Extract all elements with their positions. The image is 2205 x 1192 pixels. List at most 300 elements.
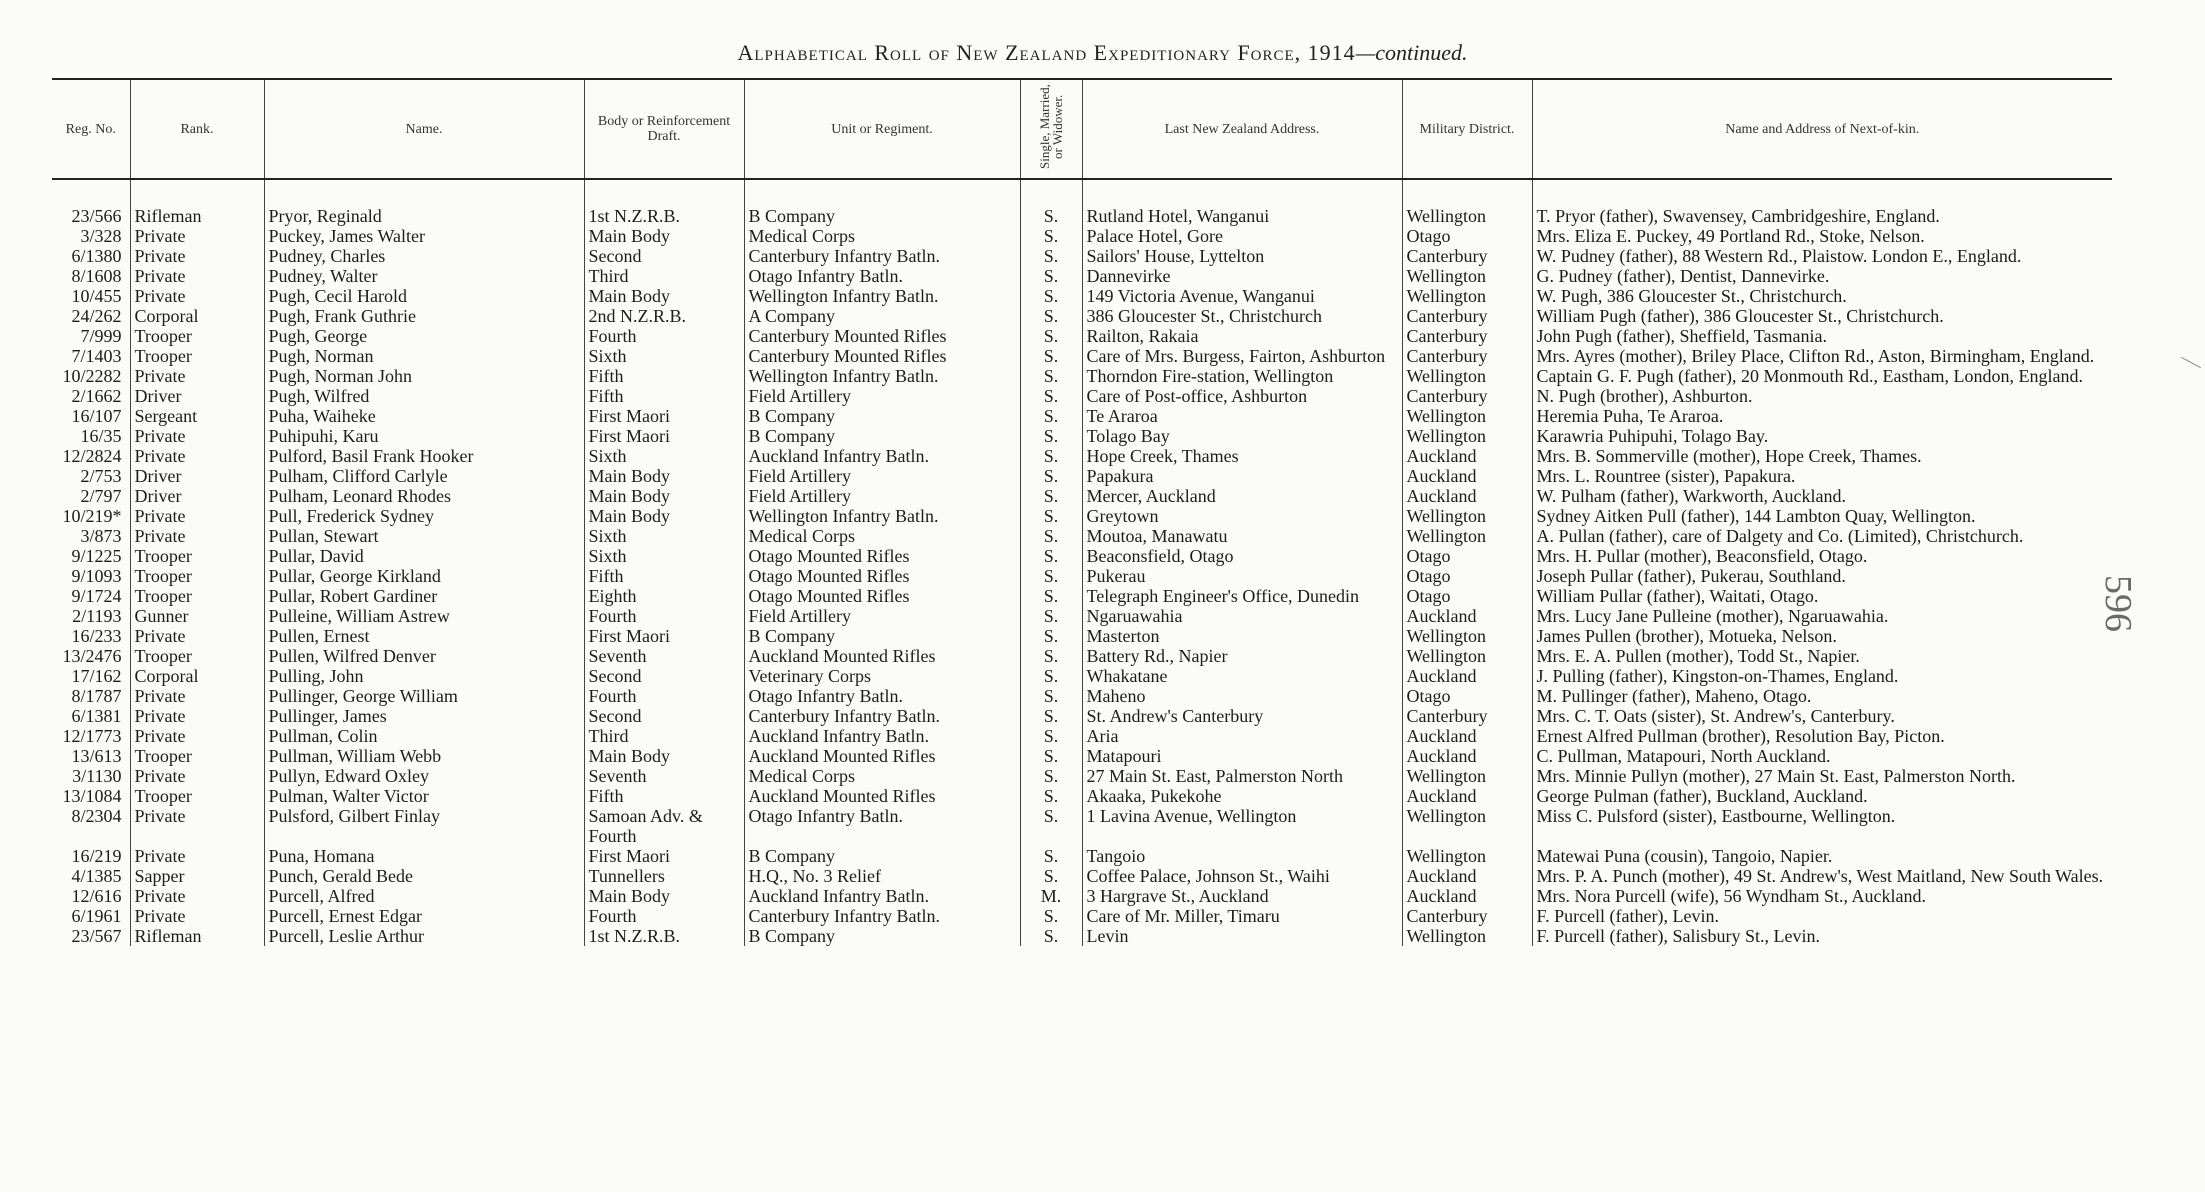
address-text: Ngaruawahia	[1086, 606, 1183, 626]
cell-name	[264, 786, 584, 806]
name-text: Puna, Homana	[268, 846, 375, 866]
reg-number-text: 10/219*	[62, 506, 122, 526]
reg-number-text: 10/455	[71, 286, 122, 306]
cell-unit	[744, 326, 1020, 346]
name-text: Pulleine, William Astrew	[268, 606, 450, 626]
body-draft-text: First Maori	[588, 406, 671, 426]
unit-text: Veterinary Corps	[748, 666, 871, 686]
cell-address	[1082, 546, 1402, 566]
unit-text: Auckland Mounted Rifles	[748, 786, 936, 806]
cell-military-district	[1402, 366, 1532, 386]
table-row	[52, 206, 2112, 226]
marital-status-text: S.	[1043, 486, 1059, 506]
cell-address	[1082, 706, 1402, 726]
cell-reg-number	[52, 466, 130, 486]
military-district-text: Auckland	[1406, 886, 1477, 906]
body-draft-text: Samoan Adv. & Fourth	[588, 806, 703, 846]
cell-rank	[130, 646, 264, 666]
cell-unit	[744, 206, 1020, 226]
military-district-text: Auckland	[1406, 746, 1477, 766]
cell-next-of-kin	[1532, 706, 2112, 726]
cell-name	[264, 346, 584, 366]
cell-unit	[744, 726, 1020, 746]
cell-marital-status	[1020, 286, 1082, 306]
cell-name	[264, 326, 584, 346]
body-draft-text: Main Body	[588, 226, 671, 246]
marital-status-text: S.	[1043, 806, 1059, 826]
cell-body-draft	[584, 446, 744, 466]
cell-body-draft	[584, 686, 744, 706]
table-row	[52, 426, 2112, 446]
marital-status-text: S.	[1043, 606, 1059, 626]
name-text: Pugh, Frank Guthrie	[268, 306, 416, 326]
cell-body-draft	[584, 706, 744, 726]
next-of-kin-text: Mrs. C. T. Oats (sister), St. Andrew's, Canterbury.	[1536, 706, 1895, 726]
cell-name	[264, 466, 584, 486]
marital-status-text: S.	[1043, 286, 1059, 306]
cell-body-draft	[584, 926, 744, 946]
cell-next-of-kin	[1532, 886, 2112, 906]
reg-number-text: 10/2282	[62, 366, 122, 386]
reg-number-text: 16/219	[71, 846, 122, 866]
marital-status-text: S.	[1043, 666, 1059, 686]
next-of-kin-text: J. Pulling (father), Kingston-on-Thames, England.	[1536, 666, 1899, 686]
cell-name	[264, 726, 584, 746]
next-of-kin-text: W. Pulham (father), Warkworth, Auckland.	[1536, 486, 1846, 506]
rank-text: Private	[134, 686, 186, 706]
cell-rank	[130, 786, 264, 806]
rank-text: Private	[134, 246, 186, 266]
unit-text: Medical Corps	[748, 226, 855, 246]
cell-body-draft	[584, 746, 744, 766]
name-text: Pullyn, Edward Oxley	[268, 766, 429, 786]
name-text: Pulham, Clifford Carlyle	[268, 466, 448, 486]
cell-unit	[744, 866, 1020, 886]
marital-status-text: S.	[1043, 326, 1059, 346]
marital-status-text: S.	[1043, 386, 1059, 406]
next-of-kin-text: G. Pudney (father), Dentist, Dannevirke.	[1536, 266, 1830, 286]
unit-text: A Company	[748, 306, 836, 326]
rank-text: Rifleman	[134, 926, 202, 946]
cell-next-of-kin	[1532, 486, 2112, 506]
address-text: Telegraph Engineer's Office, Dunedin	[1086, 586, 1360, 606]
cell-address	[1082, 746, 1402, 766]
address-text: Care of Mrs. Burgess, Fairton, Ashburton	[1086, 346, 1386, 366]
body-draft-text: Main Body	[588, 746, 671, 766]
unit-text: Medical Corps	[748, 526, 855, 546]
scan-mark	[2181, 357, 2201, 368]
next-of-kin-text: M. Pullinger (father), Maheno, Otago.	[1536, 686, 1812, 706]
body-draft-text: Fourth	[588, 906, 637, 926]
address-text: Maheno	[1086, 686, 1146, 706]
cell-unit	[744, 526, 1020, 546]
name-text: Pullen, Wilfred Denver	[268, 646, 436, 666]
cell-address	[1082, 726, 1402, 746]
cell-reg-number	[52, 926, 130, 946]
cell-military-district	[1402, 266, 1532, 286]
cell-marital-status	[1020, 546, 1082, 566]
cell-address	[1082, 646, 1402, 666]
cell-reg-number	[52, 406, 130, 426]
cell-unit	[744, 546, 1020, 566]
next-of-kin-text: Captain G. F. Pugh (father), 20 Monmouth Rd., Eastham, London, England.	[1536, 366, 2083, 386]
marital-status-text: S.	[1043, 426, 1059, 446]
cell-name	[264, 746, 584, 766]
body-draft-text: First Maori	[588, 626, 671, 646]
address-text: 3 Hargrave St., Auckland	[1086, 886, 1269, 906]
cell-military-district	[1402, 846, 1532, 866]
table-row	[52, 626, 2112, 646]
cell-marital-status	[1020, 426, 1082, 446]
cell-marital-status	[1020, 686, 1082, 706]
rank-text: Private	[134, 286, 186, 306]
rank-text: Private	[134, 906, 186, 926]
address-text: Greytown	[1086, 506, 1159, 526]
name-text: Pulling, John	[268, 666, 364, 686]
body-draft-text: Sixth	[588, 526, 627, 546]
cell-marital-status	[1020, 586, 1082, 606]
unit-text: B Company	[748, 206, 836, 226]
table-row	[52, 486, 2112, 506]
table-row	[52, 306, 2112, 326]
unit-text: B Company	[748, 426, 836, 446]
unit-text: Medical Corps	[748, 766, 855, 786]
header-name: Name.	[264, 79, 584, 179]
address-text: Care of Post-office, Ashburton	[1086, 386, 1308, 406]
body-draft-text: 1st N.Z.R.B.	[588, 926, 681, 946]
table-row	[52, 666, 2112, 686]
rank-text: Private	[134, 886, 186, 906]
cell-name	[264, 886, 584, 906]
cell-marital-status	[1020, 906, 1082, 926]
body-draft-text: Second	[588, 706, 642, 726]
cell-military-district	[1402, 686, 1532, 706]
cell-next-of-kin	[1532, 606, 2112, 626]
cell-address	[1082, 486, 1402, 506]
cell-body-draft	[584, 266, 744, 286]
table-row	[52, 286, 2112, 306]
cell-next-of-kin	[1532, 666, 2112, 686]
cell-address	[1082, 766, 1402, 786]
marital-status-text: S.	[1043, 266, 1059, 286]
cell-unit	[744, 226, 1020, 246]
cell-reg-number	[52, 686, 130, 706]
cell-military-district	[1402, 586, 1532, 606]
marital-status-text: S.	[1043, 246, 1059, 266]
rank-text: Private	[134, 726, 186, 746]
reg-number-text: 23/567	[71, 926, 122, 946]
next-of-kin-text: C. Pullman, Matapouri, North Auckland.	[1536, 746, 1831, 766]
cell-name	[264, 366, 584, 386]
table-row	[52, 266, 2112, 286]
next-of-kin-text: Mrs. B. Sommerville (mother), Hope Creek, Thames.	[1536, 446, 1922, 466]
rank-text: Private	[134, 366, 186, 386]
next-of-kin-text: Joseph Pullar (father), Pukerau, Southland.	[1536, 566, 1846, 586]
cell-name	[264, 866, 584, 886]
cell-military-district	[1402, 766, 1532, 786]
body-draft-text: Main Body	[588, 466, 671, 486]
table-row	[52, 346, 2112, 366]
cell-body-draft	[584, 726, 744, 746]
cell-name	[264, 646, 584, 666]
cell-military-district	[1402, 426, 1532, 446]
marital-status-text: S.	[1043, 726, 1059, 746]
military-district-text: Canterbury	[1406, 706, 1488, 726]
unit-text: Otago Infantry Batln.	[748, 686, 903, 706]
unit-text: Wellington Infantry Batln.	[748, 506, 939, 526]
address-text: Care of Mr. Miller, Timaru	[1086, 906, 1280, 926]
reg-number-text: 3/328	[80, 226, 122, 246]
name-text: Pullan, Stewart	[268, 526, 379, 546]
cell-reg-number	[52, 486, 130, 506]
unit-text: Canterbury Infantry Batln.	[748, 246, 940, 266]
unit-text: Canterbury Mounted Rifles	[748, 326, 947, 346]
military-district-text: Wellington	[1406, 206, 1487, 226]
cell-unit	[744, 466, 1020, 486]
cell-military-district	[1402, 626, 1532, 646]
address-text: 27 Main St. East, Palmerston North	[1086, 766, 1343, 786]
reg-number-text: 6/1381	[71, 706, 122, 726]
cell-unit	[744, 246, 1020, 266]
cell-marital-status	[1020, 526, 1082, 546]
cell-next-of-kin	[1532, 846, 2112, 866]
cell-unit	[744, 606, 1020, 626]
cell-address	[1082, 606, 1402, 626]
cell-address	[1082, 206, 1402, 226]
name-text: Pullen, Ernest	[268, 626, 370, 646]
cell-address	[1082, 466, 1402, 486]
cell-name	[264, 566, 584, 586]
body-draft-text: Fifth	[588, 786, 624, 806]
name-text: Pulsford, Gilbert Finlay	[268, 806, 440, 826]
cell-name	[264, 266, 584, 286]
table-row	[52, 906, 2112, 926]
cell-rank	[130, 886, 264, 906]
cell-address	[1082, 786, 1402, 806]
cell-body-draft	[584, 346, 744, 366]
cell-rank	[130, 446, 264, 466]
cell-name	[264, 426, 584, 446]
cell-reg-number	[52, 506, 130, 526]
cell-address	[1082, 566, 1402, 586]
body-draft-text: Eighth	[588, 586, 637, 606]
rank-text: Private	[134, 266, 186, 286]
reg-number-text: 9/1093	[71, 566, 122, 586]
cell-rank	[130, 766, 264, 786]
cell-rank	[130, 726, 264, 746]
cell-body-draft	[584, 806, 744, 846]
name-text: Pullar, George Kirkland	[268, 566, 441, 586]
reg-number-text: 2/753	[80, 466, 122, 486]
rank-text: Driver	[134, 486, 182, 506]
cell-rank	[130, 346, 264, 366]
cell-next-of-kin	[1532, 406, 2112, 426]
next-of-kin-text: George Pulman (father), Buckland, Auckland.	[1536, 786, 1868, 806]
next-of-kin-text: Ernest Alfred Pullman (brother), Resolution Bay, Picton.	[1536, 726, 1945, 746]
name-text: Pullinger, James	[268, 706, 387, 726]
rank-text: Trooper	[134, 786, 192, 806]
marital-status-text: S.	[1043, 786, 1059, 806]
cell-marital-status	[1020, 886, 1082, 906]
cell-reg-number	[52, 906, 130, 926]
cell-body-draft	[584, 766, 744, 786]
cell-body-draft	[584, 906, 744, 926]
cell-marital-status	[1020, 246, 1082, 266]
cell-military-district	[1402, 546, 1532, 566]
cell-military-district	[1402, 506, 1532, 526]
name-text: Pudney, Charles	[268, 246, 386, 266]
name-text: Pulman, Walter Victor	[268, 786, 429, 806]
rank-text: Private	[134, 226, 186, 246]
body-draft-text: Fifth	[588, 386, 624, 406]
table-row	[52, 686, 2112, 706]
cell-next-of-kin	[1532, 786, 2112, 806]
rank-text: Trooper	[134, 566, 192, 586]
table-row	[52, 366, 2112, 386]
cell-next-of-kin	[1532, 906, 2112, 926]
military-district-text: Wellington	[1406, 766, 1487, 786]
cell-next-of-kin	[1532, 446, 2112, 466]
military-district-text: Canterbury	[1406, 386, 1488, 406]
next-of-kin-text: Mrs. Lucy Jane Pulleine (mother), Ngaruawahia.	[1536, 606, 1889, 626]
cell-reg-number	[52, 566, 130, 586]
table-row	[52, 226, 2112, 246]
unit-text: Auckland Infantry Batln.	[748, 726, 929, 746]
cell-name	[264, 706, 584, 726]
address-text: Railton, Rakaia	[1086, 326, 1199, 346]
address-text: Aria	[1086, 726, 1119, 746]
header-body: Body or Reinforcement Draft.	[584, 79, 744, 179]
marital-status-text: S.	[1043, 846, 1059, 866]
cell-name	[264, 286, 584, 306]
cell-next-of-kin	[1532, 586, 2112, 606]
table-row	[52, 546, 2112, 566]
cell-marital-status	[1020, 786, 1082, 806]
cell-address	[1082, 626, 1402, 646]
address-text: Rutland Hotel, Wanganui	[1086, 206, 1270, 226]
cell-reg-number	[52, 446, 130, 466]
cell-military-district	[1402, 206, 1532, 226]
next-of-kin-text: John Pugh (father), Sheffield, Tasmania.	[1536, 326, 1828, 346]
table-row	[52, 506, 2112, 526]
marital-status-text: S.	[1043, 466, 1059, 486]
table-row	[52, 386, 2112, 406]
name-text: Pullman, Colin	[268, 726, 378, 746]
cell-next-of-kin	[1532, 386, 2112, 406]
name-text: Pugh, Norman	[268, 346, 374, 366]
military-district-text: Otago	[1406, 566, 1451, 586]
address-text: Sailors' House, Lyttelton	[1086, 246, 1265, 266]
next-of-kin-text: W. Pudney (father), 88 Western Rd., Plaistow. London E., England.	[1536, 246, 2022, 266]
body-draft-text: Fourth	[588, 686, 637, 706]
military-district-text: Wellington	[1406, 286, 1487, 306]
reg-number-text: 12/616	[71, 886, 122, 906]
military-district-text: Canterbury	[1406, 346, 1488, 366]
cell-rank	[130, 286, 264, 306]
cell-unit	[744, 306, 1020, 326]
cell-address	[1082, 446, 1402, 466]
unit-text: Otago Infantry Batln.	[748, 266, 903, 286]
address-text: Tangoio	[1086, 846, 1146, 866]
header-row	[52, 79, 2112, 179]
next-of-kin-text: Sydney Aitken Pull (father), 144 Lambton Quay, Wellington.	[1536, 506, 1976, 526]
cell-address	[1082, 586, 1402, 606]
marital-status-text: S.	[1043, 746, 1059, 766]
reg-number-text: 23/566	[71, 206, 122, 226]
name-text: Pullinger, George William	[268, 686, 458, 706]
table-row	[52, 446, 2112, 466]
cell-body-draft	[584, 306, 744, 326]
next-of-kin-text: Mrs. Ayres (mother), Briley Place, Clifton Rd., Aston, Birmingham, England.	[1536, 346, 2095, 366]
military-district-text: Auckland	[1406, 466, 1477, 486]
body-draft-text: Fourth	[588, 326, 637, 346]
marital-status-text: S.	[1043, 526, 1059, 546]
reg-number-text: 2/1193	[72, 606, 122, 626]
table-row	[52, 246, 2112, 266]
cell-next-of-kin	[1532, 746, 2112, 766]
roll-table	[52, 78, 2112, 946]
table-row	[52, 926, 2112, 946]
cell-name	[264, 766, 584, 786]
address-text: Coffee Palace, Johnson St., Waihi	[1086, 866, 1330, 886]
table-row	[52, 586, 2112, 606]
cell-address	[1082, 326, 1402, 346]
next-of-kin-text: A. Pullan (father), care of Dalgety and Co. (Limited), Christchurch.	[1536, 526, 2024, 546]
next-of-kin-text: Mrs. H. Pullar (mother), Beaconsfield, Otago.	[1536, 546, 1868, 566]
body-draft-text: Third	[588, 266, 629, 286]
cell-next-of-kin	[1532, 286, 2112, 306]
cell-military-district	[1402, 706, 1532, 726]
cell-reg-number	[52, 766, 130, 786]
rank-text: Private	[134, 446, 186, 466]
name-text: Pudney, Walter	[268, 266, 378, 286]
cell-marital-status	[1020, 266, 1082, 286]
unit-text: B Company	[748, 626, 836, 646]
address-text: Mercer, Auckland	[1086, 486, 1216, 506]
next-of-kin-text: Mrs. L. Rountree (sister), Papakura.	[1536, 466, 1796, 486]
name-text: Pugh, Norman John	[268, 366, 412, 386]
cell-rank	[130, 406, 264, 426]
body-draft-text: 1st N.Z.R.B.	[588, 206, 681, 226]
cell-reg-number	[52, 266, 130, 286]
cell-address	[1082, 866, 1402, 886]
cell-unit	[744, 646, 1020, 666]
next-of-kin-text: W. Pugh, 386 Gloucester St., Christchurch.	[1536, 286, 1847, 306]
body-draft-text: Main Body	[588, 886, 671, 906]
cell-reg-number	[52, 646, 130, 666]
cell-reg-number	[52, 606, 130, 626]
cell-marital-status	[1020, 386, 1082, 406]
address-text: Hope Creek, Thames	[1086, 446, 1239, 466]
cell-military-district	[1402, 866, 1532, 886]
cell-body-draft	[584, 406, 744, 426]
reg-number-text: 4/1385	[71, 866, 122, 886]
cell-address	[1082, 526, 1402, 546]
cell-reg-number	[52, 886, 130, 906]
body-draft-text: Sixth	[588, 346, 627, 366]
cell-reg-number	[52, 706, 130, 726]
cell-marital-status	[1020, 226, 1082, 246]
address-text: Masterton	[1086, 626, 1160, 646]
cell-marital-status	[1020, 646, 1082, 666]
cell-address	[1082, 346, 1402, 366]
name-text: Pugh, George	[268, 326, 368, 346]
marital-status-text: M.	[1040, 886, 1062, 906]
military-district-text: Otago	[1406, 586, 1451, 606]
marital-status-text: S.	[1043, 506, 1059, 526]
name-text: Pryor, Reginald	[268, 206, 382, 226]
military-district-text: Wellington	[1406, 426, 1487, 446]
